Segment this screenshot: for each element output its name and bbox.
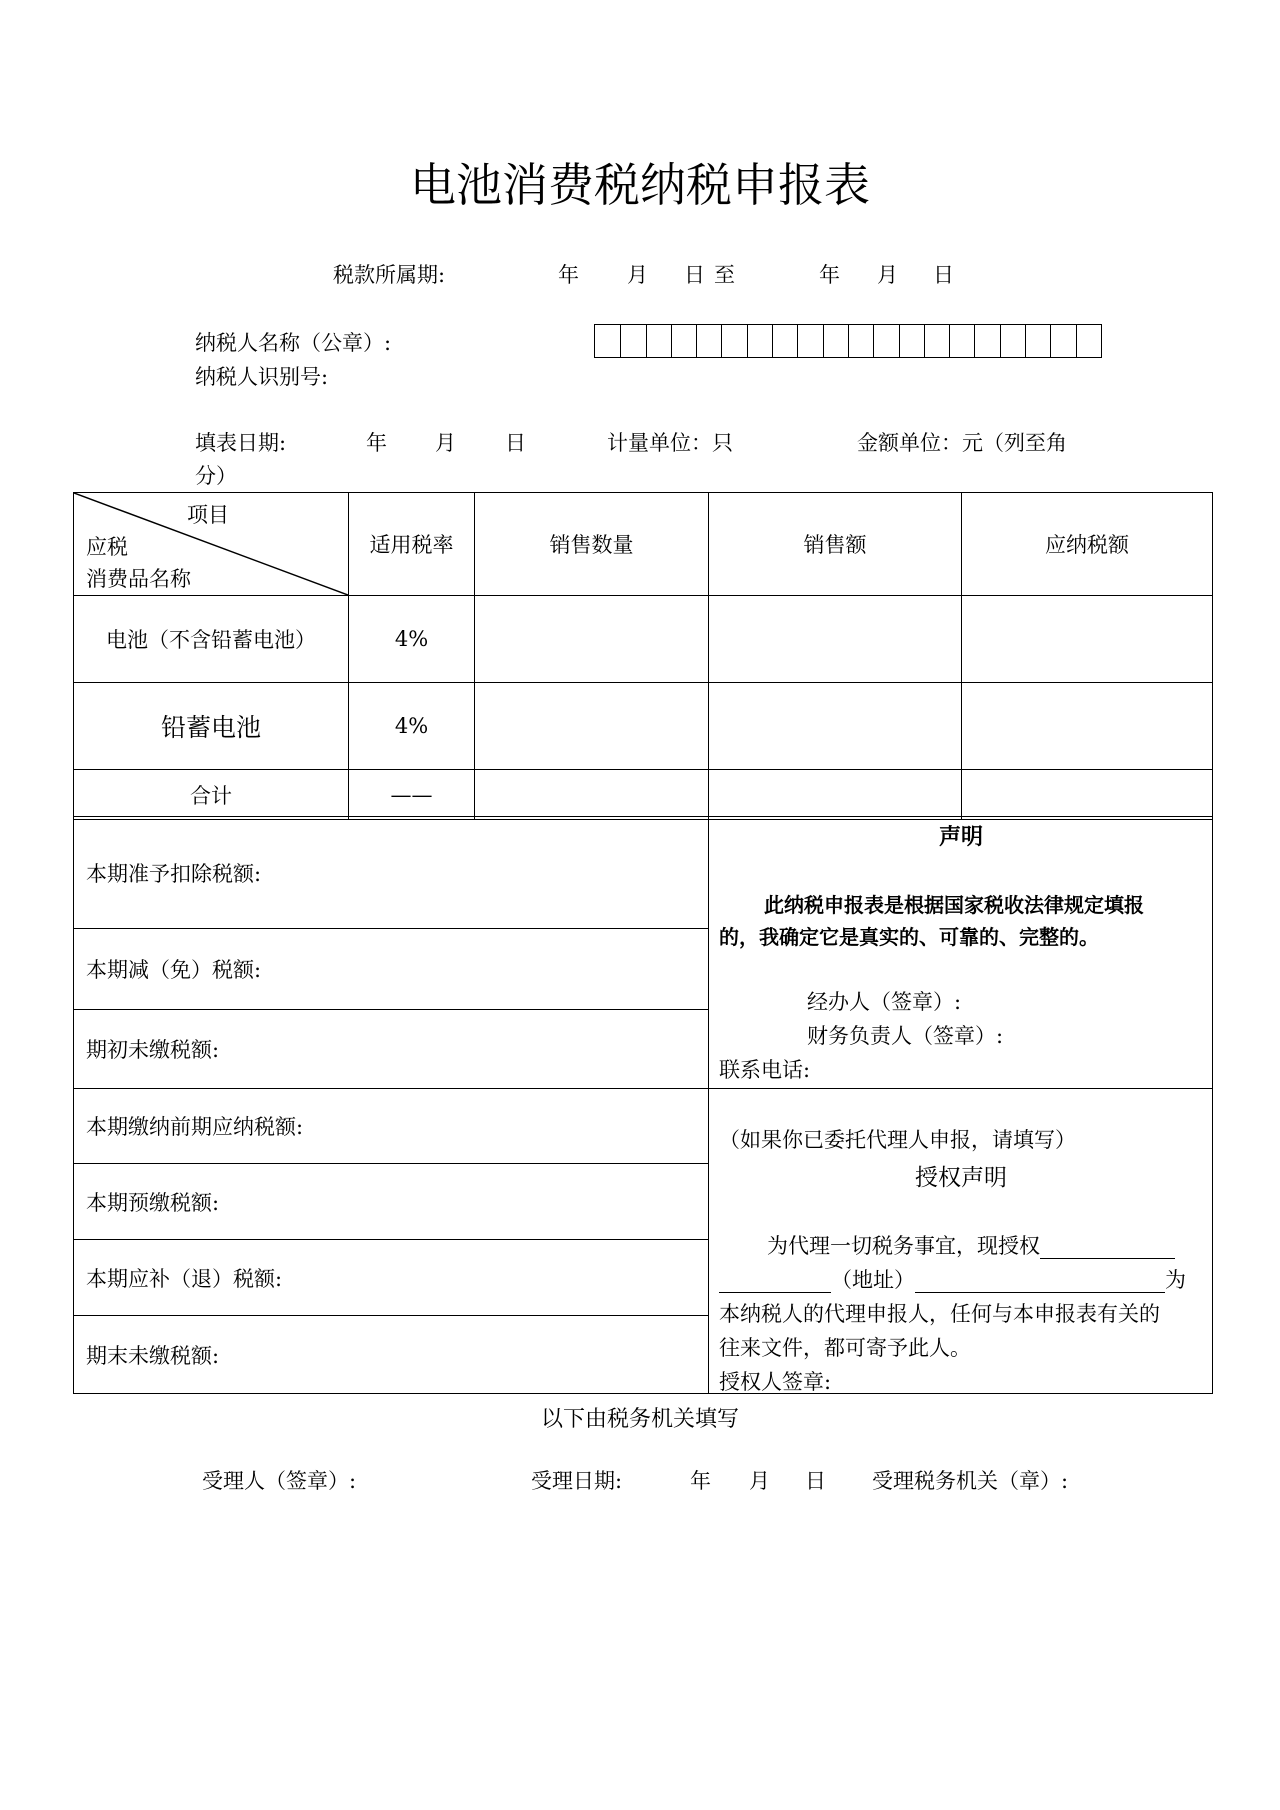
tax-rate: 4% [349,683,475,770]
id-digit-box[interactable] [848,325,873,357]
period-to: 至 [714,263,735,287]
diag-item-label: 项目 [187,503,229,527]
agent-blank[interactable] [719,1272,831,1293]
fill-day: 日 [505,431,526,455]
id-digit-box[interactable] [924,325,949,357]
header-sales: 销售额 [709,493,962,596]
prepaid-tax-field[interactable]: 本期预缴税额: [74,1164,709,1240]
declaration-title: 声明 [938,825,983,850]
measure-unit: 计量单位：只 [607,431,733,455]
table-row [74,596,1213,683]
tax-rate: 4% [349,596,475,683]
total-label: 合计 [74,770,349,820]
agent-name-blank[interactable] [1040,1238,1175,1259]
declaration-text-cont: 的，我确定它是真实的、可靠的、完整的。 [719,925,1099,949]
tax-payable-cell[interactable] [962,596,1213,683]
id-digit-box[interactable] [899,325,924,357]
tax-table [73,492,1213,820]
receive-day: 日 [805,1469,826,1493]
id-digit-box[interactable] [797,325,822,357]
money-unit: 金额单位：元（列至角 [857,431,1067,455]
id-digit-box[interactable] [595,325,620,357]
header-quantity: 销售数量 [475,493,709,596]
reduced-tax-field[interactable]: 本期减（免）税额: [74,929,709,1010]
fill-month: 月 [435,431,456,455]
ending-unpaid-field[interactable]: 期末未缴税额: [74,1316,709,1394]
taxpayer-id-label: 纳税人识别号: [195,365,329,389]
money-unit-cont: 分） [195,464,237,488]
sales-cell[interactable] [709,596,962,683]
period-start-day: 日 [684,263,705,287]
id-digit-box[interactable] [1025,325,1050,357]
taxpayer-id-boxes[interactable] [594,324,1102,358]
diag-tax-label: 应税 [86,535,128,559]
product-name: 铅蓄电池 [74,683,349,770]
id-digit-box[interactable] [1050,325,1075,357]
page-title: 电池消费税纳税申报表 [410,158,870,212]
id-digit-box[interactable] [974,325,999,357]
id-digit-box[interactable] [1076,325,1101,357]
diagonal-header-cell [74,493,349,596]
deductible-tax-field[interactable]: 本期准予扣除税额: [74,817,709,929]
authorization-line1: 为代理一切税务事宜，现授权 [767,1233,1175,1259]
tax-office-section-title: 以下由税务机关填写 [540,1407,739,1432]
header-rate: 适用税率 [349,493,475,596]
handler-sign: 经办人（签章）: [807,990,962,1014]
receiving-office: 受理税务机关（章）: [872,1469,1069,1493]
header-tax-payable: 应纳税额 [962,493,1213,596]
id-digit-box[interactable] [949,325,974,357]
declaration-text: 此纳税申报表是根据国家税收法律规定填报 [764,893,1144,917]
receiver-sign: 受理人（签章）: [202,1469,357,1493]
receive-month: 月 [749,1469,770,1493]
period-start-month: 月 [627,263,648,287]
sales-cell[interactable] [709,683,962,770]
receive-year: 年 [690,1469,711,1493]
authorization-line2: （地址） 为 [719,1267,1186,1293]
period-end-month: 月 [877,263,898,287]
period-end-day: 日 [933,263,954,287]
fill-year: 年 [366,431,387,455]
prior-paid-field[interactable]: 本期缴纳前期应纳税额: [74,1089,709,1164]
id-digit-box[interactable] [747,325,772,357]
period-start-year: 年 [558,263,579,287]
fill-date-label: 填表日期: [195,431,287,455]
id-digit-box[interactable] [1000,325,1025,357]
total-rate: —— [349,770,475,820]
total-sales-cell[interactable] [709,770,962,820]
authorization-panel [709,1089,1213,1394]
authorizer-sign: 授权人签章: [719,1370,832,1394]
id-digit-box[interactable] [620,325,645,357]
tax-payable-cell[interactable] [962,683,1213,770]
id-digit-box[interactable] [823,325,848,357]
quantity-cell[interactable] [475,683,709,770]
initial-unpaid-field[interactable]: 期初未缴税额: [74,1010,709,1089]
period-label: 税款所属期: [333,263,446,287]
quantity-cell[interactable] [475,596,709,683]
finance-sign: 财务负责人（签章）: [807,1024,1004,1048]
agent-address-blank[interactable] [915,1272,1165,1293]
table-header-row [74,493,1213,596]
refund-tax-field[interactable]: 本期应补（退）税额: [74,1240,709,1316]
product-name: 电池（不含铅蓄电池） [74,596,349,683]
total-quantity-cell[interactable] [475,770,709,820]
id-digit-box[interactable] [772,325,797,357]
declaration-panel [709,817,1213,1089]
period-end-year: 年 [819,263,840,287]
lower-table [73,816,1213,1394]
id-digit-box[interactable] [696,325,721,357]
id-digit-box[interactable] [873,325,898,357]
id-digit-box[interactable] [721,325,746,357]
id-digit-box[interactable] [671,325,696,357]
taxpayer-name-label: 纳税人名称（公章）: [195,331,392,355]
authorization-note: （如果你已委托代理人申报，请填写） [719,1128,1076,1152]
diag-product-label: 消费品名称 [86,567,191,591]
authorization-line3: 本纳税人的代理申报人，任何与本申报表有关的 [719,1302,1160,1326]
table-total-row [74,770,1213,820]
contact-phone: 联系电话: [719,1058,811,1082]
id-digit-box[interactable] [646,325,671,357]
total-tax-cell[interactable] [962,770,1213,820]
receive-date-label: 受理日期: [531,1469,623,1493]
authorization-title: 授权声明 [915,1165,1007,1191]
authorization-line4: 往来文件，都可寄予此人。 [719,1336,971,1360]
table-row [74,683,1213,770]
